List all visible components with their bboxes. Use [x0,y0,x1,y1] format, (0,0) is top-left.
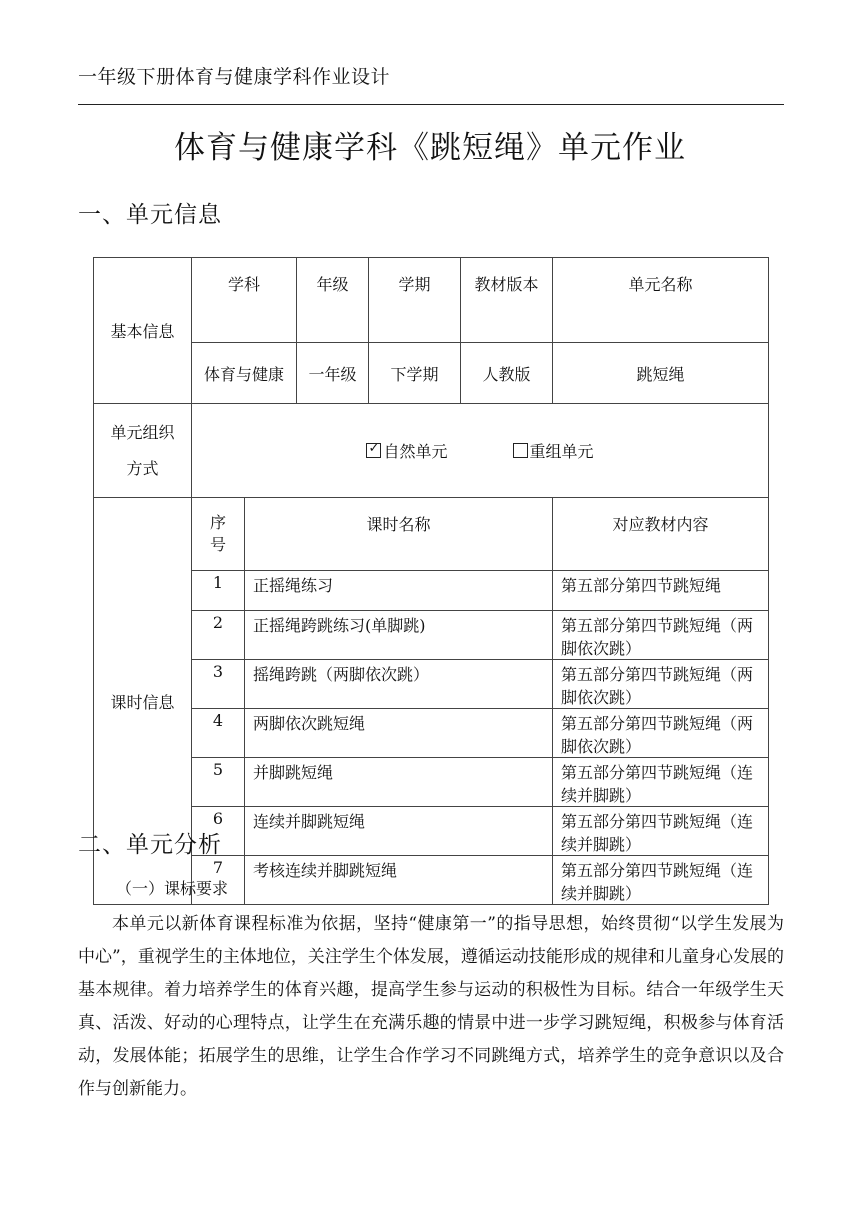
lesson-seq: 4 [192,709,245,758]
lesson-content: 第五部分第四节跳短绳（连续并脚跳） [553,856,769,905]
checkbox-unchecked-icon[interactable] [513,443,528,458]
table-row [94,611,769,660]
lesson-name: 两脚依次跳短绳 [245,709,553,758]
document-title: 体育与健康学科《跳短绳》单元作业 [174,130,686,166]
lesson-info-label: 课时信息 [94,498,192,905]
col-header-grade: 年级 [297,258,369,343]
lesson-content: 第五部分第四节跳短绳（连续并脚跳） [553,758,769,807]
section-heading-unit-analysis: 二、单元分析 [78,832,222,858]
org-label: 单元组织方式 [94,404,192,498]
header-divider [78,104,784,105]
value-subject: 体育与健康 [192,343,297,404]
value-unit-name: 跳短绳 [553,343,769,404]
lesson-name: 考核连续并脚跳短绳 [245,856,553,905]
lesson-name: 连续并脚跳短绳 [245,807,553,856]
section-heading-unit-info: 一、单元信息 [78,202,222,228]
lesson-seq: 3 [192,660,245,709]
lesson-header-content: 对应教材内容 [553,498,769,571]
lesson-seq: 1 [192,571,245,611]
value-textbook: 人教版 [461,343,553,404]
col-header-semester: 学期 [369,258,461,343]
subheading-curriculum-requirements: （一）课标要求 [116,879,229,898]
lesson-content: 第五部分第四节跳短绳 [553,571,769,611]
body-paragraph: 本单元以新体育课程标准为依据，坚持“健康第一”的指导思想，始终贯彻“以学生发展为中心”，重视学生的主体地位，关注学生个体发展，遵循运动技能形成的规律和儿童身心发展的基本规律。着力培养学生的体育兴趣，提高学生参与运动的积极性为目标。结合一年级学生天真、活泼、好动的心理特点，让学生在充满乐趣的情景中进一步学习跳短绳，积极参与体育活动，发展体能；拓展学生的思维，让学生合作学习不同跳绳方式，培养学生的竞争意识以及合作与创新能力。 [78,914,784,1099]
table-row [94,660,769,709]
lesson-content: 第五部分第四节跳短绳（连续并脚跳） [553,807,769,856]
lesson-name: 正摇绳跨跳练习(单脚跳) [245,611,553,660]
lesson-content: 第五部分第四节跳短绳（两脚依次跳） [553,611,769,660]
org-options [192,404,769,498]
basic-info-label: 基本信息 [94,258,192,404]
lesson-seq: 5 [192,758,245,807]
lesson-name: 并脚跳短绳 [245,758,553,807]
table-row [94,758,769,807]
lesson-seq: 2 [192,611,245,660]
lesson-content: 第五部分第四节跳短绳（两脚依次跳） [553,709,769,758]
table-row [94,571,769,611]
org-option-regroup[interactable]: 重组单元 [513,442,594,461]
unit-info-table [93,257,769,905]
checkbox-checked-icon[interactable] [366,443,381,458]
lesson-header-seq: 序号 [192,498,245,571]
col-header-textbook: 教材版本 [461,258,553,343]
table-row [94,709,769,758]
lesson-name: 摇绳跨跳（两脚依次跳） [245,660,553,709]
lesson-content: 第五部分第四节跳短绳（两脚依次跳） [553,660,769,709]
lesson-seq: 6 [192,807,245,856]
value-grade: 一年级 [297,343,369,404]
col-header-unit-name: 单元名称 [553,258,769,343]
org-option-natural[interactable]: ✓自然单元 [366,442,452,461]
value-semester: 下学期 [369,343,461,404]
page-header: 一年级下册体育与健康学科作业设计 [78,66,391,88]
lesson-name: 正摇绳练习 [245,571,553,611]
col-header-subject: 学科 [192,258,297,343]
lesson-header-name: 课时名称 [245,498,553,571]
lesson-seq: 7 [192,856,245,905]
